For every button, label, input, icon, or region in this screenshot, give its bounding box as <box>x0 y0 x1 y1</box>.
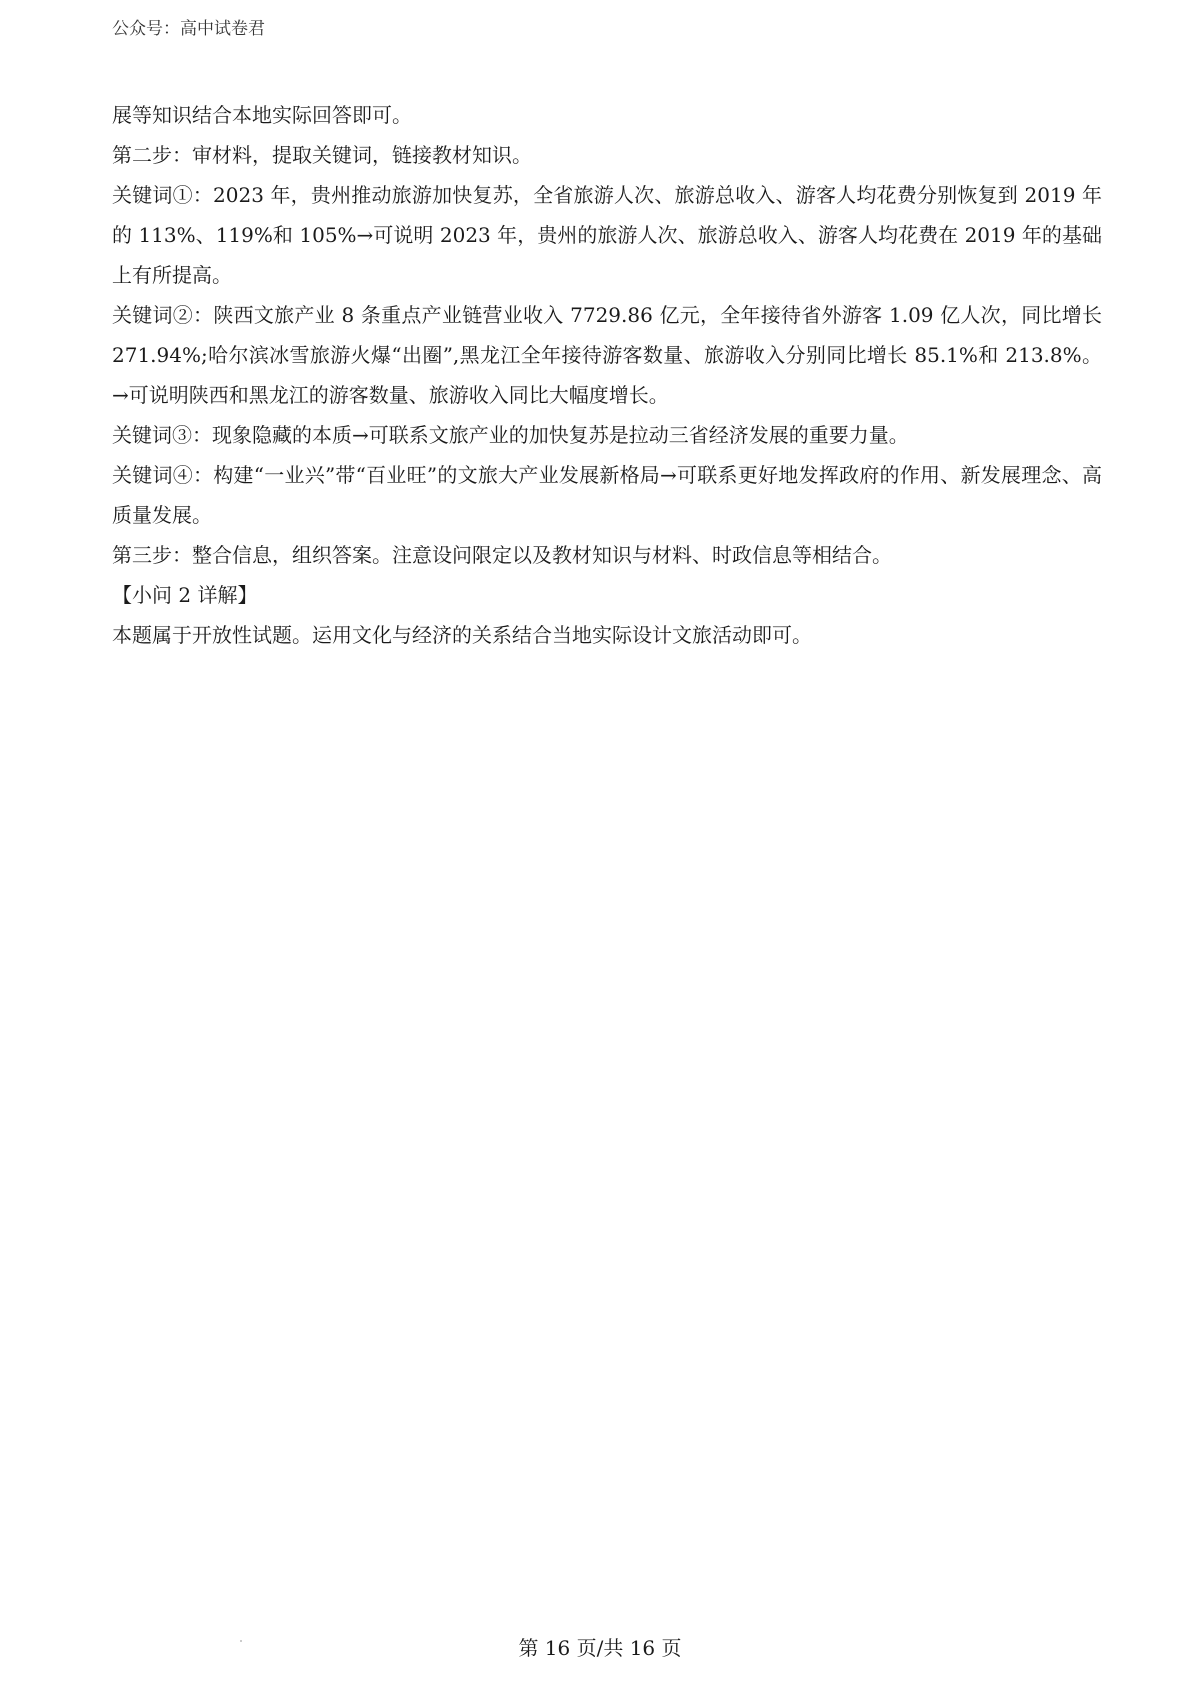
paragraph-continuation: 展等知识结合本地实际回答即可。 <box>112 103 412 127</box>
page-number: 第 16 页/共 16 页 <box>518 1636 682 1660</box>
section-heading-question-2: 【小问 2 详解】 <box>112 583 258 607</box>
header-source: 公众号：高中试卷君 <box>112 19 265 39</box>
paragraph-keyword-4: 关键词④：构建“一业兴”带“百业旺”的文旅大产业发展新格局→可联系更好地发挥政府的作用、新发展理念、高质量发展。 <box>112 463 1102 527</box>
paragraph-step-two: 第二步：审材料，提取关键词，链接教材知识。 <box>112 143 532 167</box>
paragraph-step-three: 第三步：整合信息，组织答案。注意设问限定以及教材知识与材料、时政信息等相结合。 <box>112 543 892 567</box>
paragraph-question-2-answer: 本题属于开放性试题。运用文化与经济的关系结合当地实际设计文旅活动即可。 <box>112 623 812 647</box>
paragraph-keyword-1: 关键词①：2023 年，贵州推动旅游加快复苏，全省旅游人次、旅游总收入、游客人均花费分别恢复到 2019 年的 113%、119%和 105%→可说明 2023 年，贵州的旅游人次、旅游总收入、游客人均花费在 2019 年的基础上有所提高。 <box>112 183 1102 287</box>
paragraph-keyword-2: 关键词②：陕西文旅产业 8 条重点产业链营业收入 7729.86 亿元，全年接待省外游客 1.09 亿人次，同比增长 271.94%;哈尔滨冰雪旅游火爆“出圈”,黑龙江全年接待游客数量、旅游收入分别同比增长 85.1%和 213.8%。→可说明陕西和黑龙江的游客数量、旅游收入同比大幅度增长。 <box>112 303 1102 407</box>
answer-explanation <box>112 95 1102 655</box>
paragraph-keyword-3: 关键词③：现象隐藏的本质→可联系文旅产业的加快复苏是拉动三省经济发展的重要力量。 <box>112 423 909 447</box>
